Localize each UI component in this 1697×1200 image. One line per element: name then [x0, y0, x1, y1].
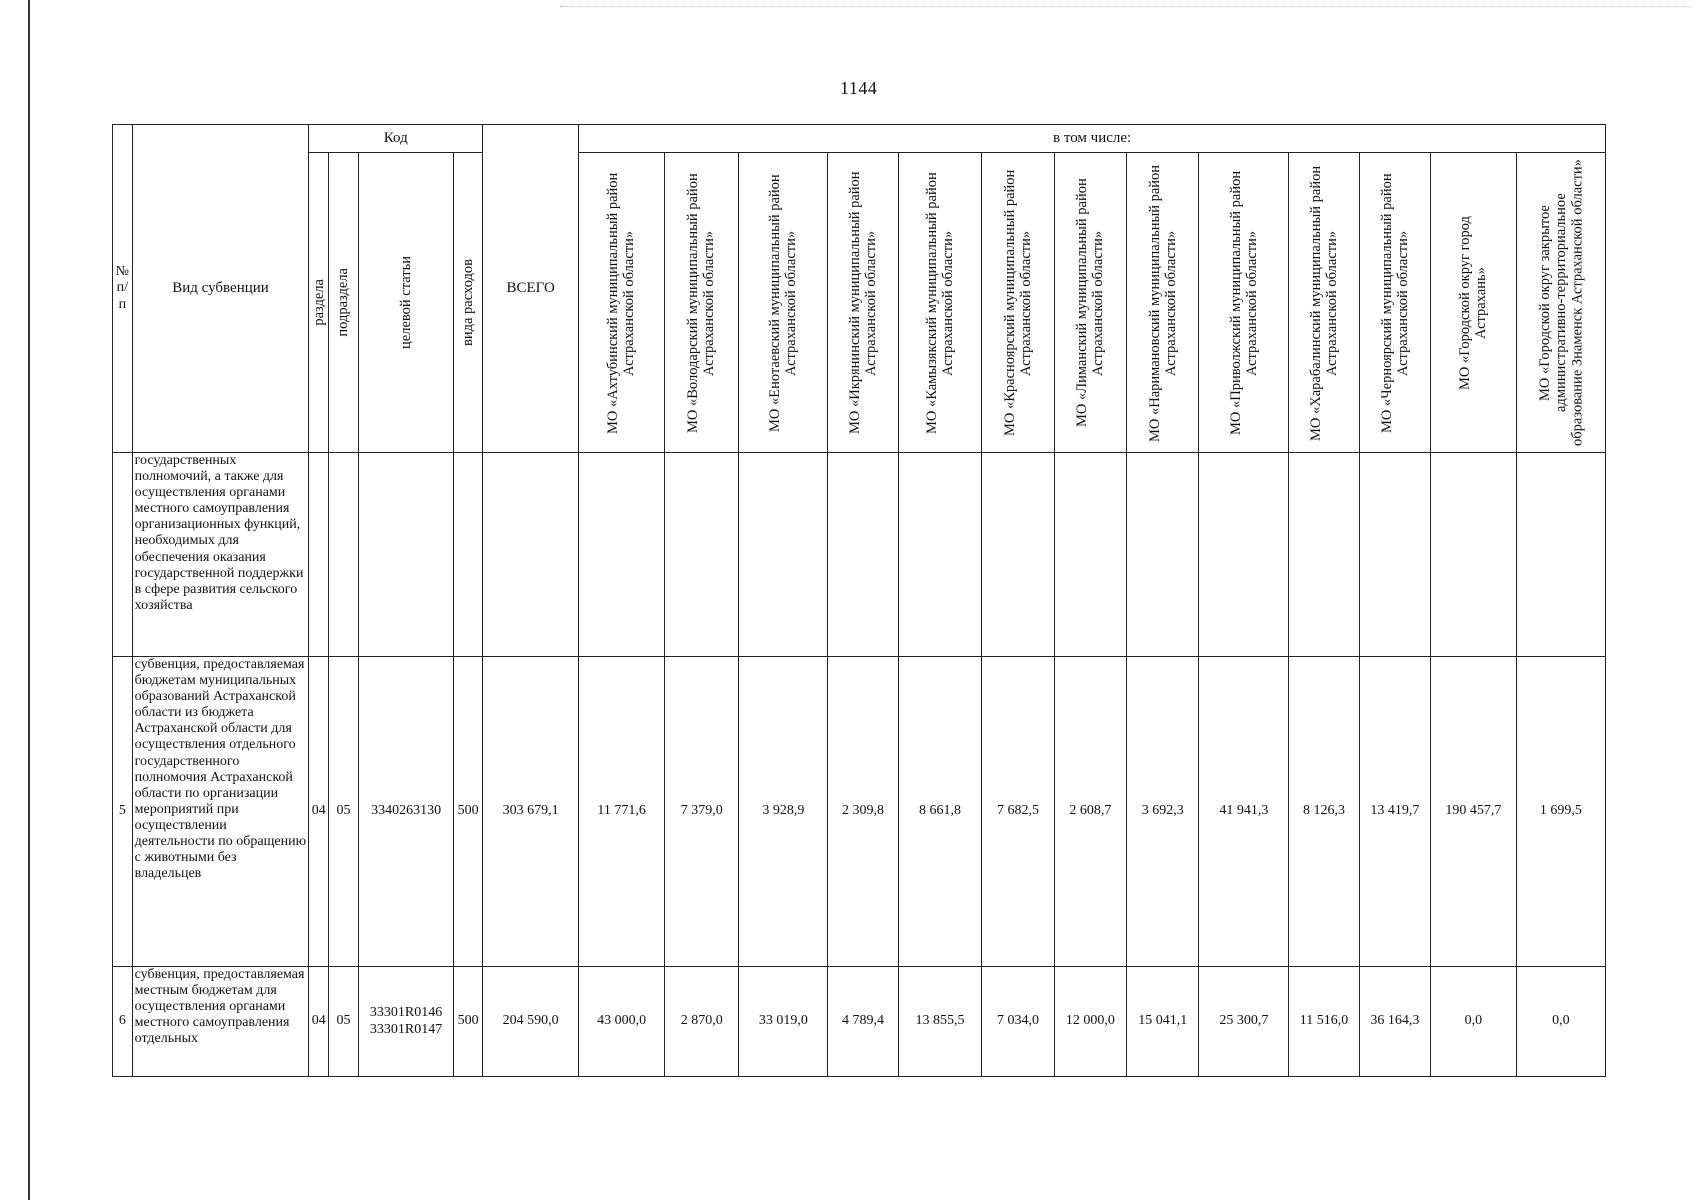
row-value: [1359, 453, 1430, 657]
row-value: [1054, 453, 1126, 657]
row-expense: [454, 453, 483, 657]
row-value: 0,0: [1431, 967, 1517, 1077]
row-subsection: 05: [329, 657, 359, 967]
table-row: [113, 967, 1606, 1077]
muni-header: МО «Красноярский муниципальный район Астраханской области»: [982, 153, 1054, 453]
row-value: 2 608,7: [1054, 657, 1126, 967]
col-type-header: Вид субвенции: [132, 125, 309, 453]
row-value: 13 419,7: [1359, 657, 1430, 967]
row-expense: 500: [454, 657, 483, 967]
table-row: [113, 657, 1606, 967]
col-num-header: № п/п: [113, 125, 133, 453]
row-total: [483, 453, 579, 657]
row-section: 04: [309, 657, 329, 967]
muni-header: МО «Ахтубинский муниципальный район Астраханской области»: [579, 153, 665, 453]
code-target-header: целевой статьи: [359, 153, 454, 453]
row-subsection: [329, 453, 359, 657]
table-row: [113, 453, 1606, 657]
including-header: в том числе:: [579, 125, 1606, 153]
row-value: 12 000,0: [1054, 967, 1126, 1077]
row-num: 6: [113, 967, 133, 1077]
row-total: 204 590,0: [483, 967, 579, 1077]
row-value: [739, 453, 828, 657]
row-total: 303 679,1: [483, 657, 579, 967]
code-group-header: Код: [309, 125, 483, 153]
scan-top-edge: [560, 6, 1690, 8]
row-value: 15 041,1: [1127, 967, 1199, 1077]
row-value: 4 789,4: [828, 967, 898, 1077]
row-value: [579, 453, 665, 657]
code-subsection-header: подраздела: [329, 153, 359, 453]
row-value: [898, 453, 982, 657]
row-value: 3 928,9: [739, 657, 828, 967]
row-value: [1431, 453, 1517, 657]
row-value: 2 870,0: [665, 967, 739, 1077]
row-value: [1199, 453, 1289, 657]
row-value: 41 941,3: [1199, 657, 1289, 967]
row-value: [665, 453, 739, 657]
row-value: 43 000,0: [579, 967, 665, 1077]
row-target: [359, 453, 454, 657]
row-description: субвенция, предоставляемая бюджетам муниципальных образований Астраханской области из бюджета Астраханской области для осуществления отдельного государственного полномочия Астраханской области по организации мероприятий при осуществлении деятельности по обращению с животными без владельцев: [132, 657, 309, 967]
header-row-bottom: [113, 153, 1606, 453]
total-header: ВСЕГО: [483, 125, 579, 453]
row-value: 8 126,3: [1289, 657, 1359, 967]
row-num: 5: [113, 657, 133, 967]
row-value: 8 661,8: [898, 657, 982, 967]
muni-header: МО «Енотаевский муниципальный район Астраханской области»: [739, 153, 828, 453]
row-value: 13 855,5: [898, 967, 982, 1077]
muni-header: МО «Икрянинский муниципальный район Астраханской области»: [828, 153, 898, 453]
row-value: 11 516,0: [1289, 967, 1359, 1077]
muni-header: МО «Камызякский муниципальный район Астраханской области»: [898, 153, 982, 453]
row-num: [113, 453, 133, 657]
muni-header: МО «Лиманский муниципальный район Астраханской области»: [1054, 153, 1126, 453]
subvention-table: [112, 124, 1606, 1077]
code-expense-header: вида расходов: [454, 153, 483, 453]
muni-header: МО «Приволжский муниципальный район Астраханской области»: [1199, 153, 1289, 453]
row-value: 190 457,7: [1431, 657, 1517, 967]
row-value: [1516, 453, 1605, 657]
row-description: субвенция, предоставляемая местным бюджетам для осуществления органами местного самоуправления отдельных: [132, 967, 309, 1077]
code-section-header: раздела: [309, 153, 329, 453]
row-value: [1127, 453, 1199, 657]
row-value: 1 699,5: [1516, 657, 1605, 967]
row-value: 3 692,3: [1127, 657, 1199, 967]
row-value: 7 034,0: [982, 967, 1054, 1077]
header-row-top: [113, 125, 1606, 153]
row-value: 2 309,8: [828, 657, 898, 967]
muni-header: МО «Городской округ закрытое административно-территориальное образование Знаменск Астраханской области»: [1516, 153, 1605, 453]
row-subsection: 05: [329, 967, 359, 1077]
row-section: 04: [309, 967, 329, 1077]
row-value: [828, 453, 898, 657]
muni-header: МО «Володарский муниципальный район Астраханской области»: [665, 153, 739, 453]
row-value: 36 164,3: [1359, 967, 1430, 1077]
muni-header: МО «Черноярский муниципальный район Астраханской области»: [1359, 153, 1430, 453]
muni-header: МО «Харабалинский муниципальный район Астраханской области»: [1289, 153, 1359, 453]
row-value: 25 300,7: [1199, 967, 1289, 1077]
row-value: [1289, 453, 1359, 657]
row-value: 0,0: [1516, 967, 1605, 1077]
muni-header: МО «Городской округ город Астрахань»: [1431, 153, 1517, 453]
row-description: государственных полномочий, а также для осуществления органами местного самоуправления организационных функций, необходимых для обеспечения оказания государственной поддержки в сфере развития сельского хозяйства: [132, 453, 309, 657]
row-value: 11 771,6: [579, 657, 665, 967]
row-target: 33301R0146 33301R0147: [359, 967, 454, 1077]
row-section: [309, 453, 329, 657]
row-target: 3340263130: [359, 657, 454, 967]
muni-header: МО «Наримановский муниципальный район Астраханской области»: [1127, 153, 1199, 453]
scan-margin-line: [28, 0, 30, 1200]
row-value: 7 682,5: [982, 657, 1054, 967]
row-value: 7 379,0: [665, 657, 739, 967]
row-value: 33 019,0: [739, 967, 828, 1077]
row-expense: 500: [454, 967, 483, 1077]
page-number: 1144: [840, 78, 878, 98]
row-value: [982, 453, 1054, 657]
